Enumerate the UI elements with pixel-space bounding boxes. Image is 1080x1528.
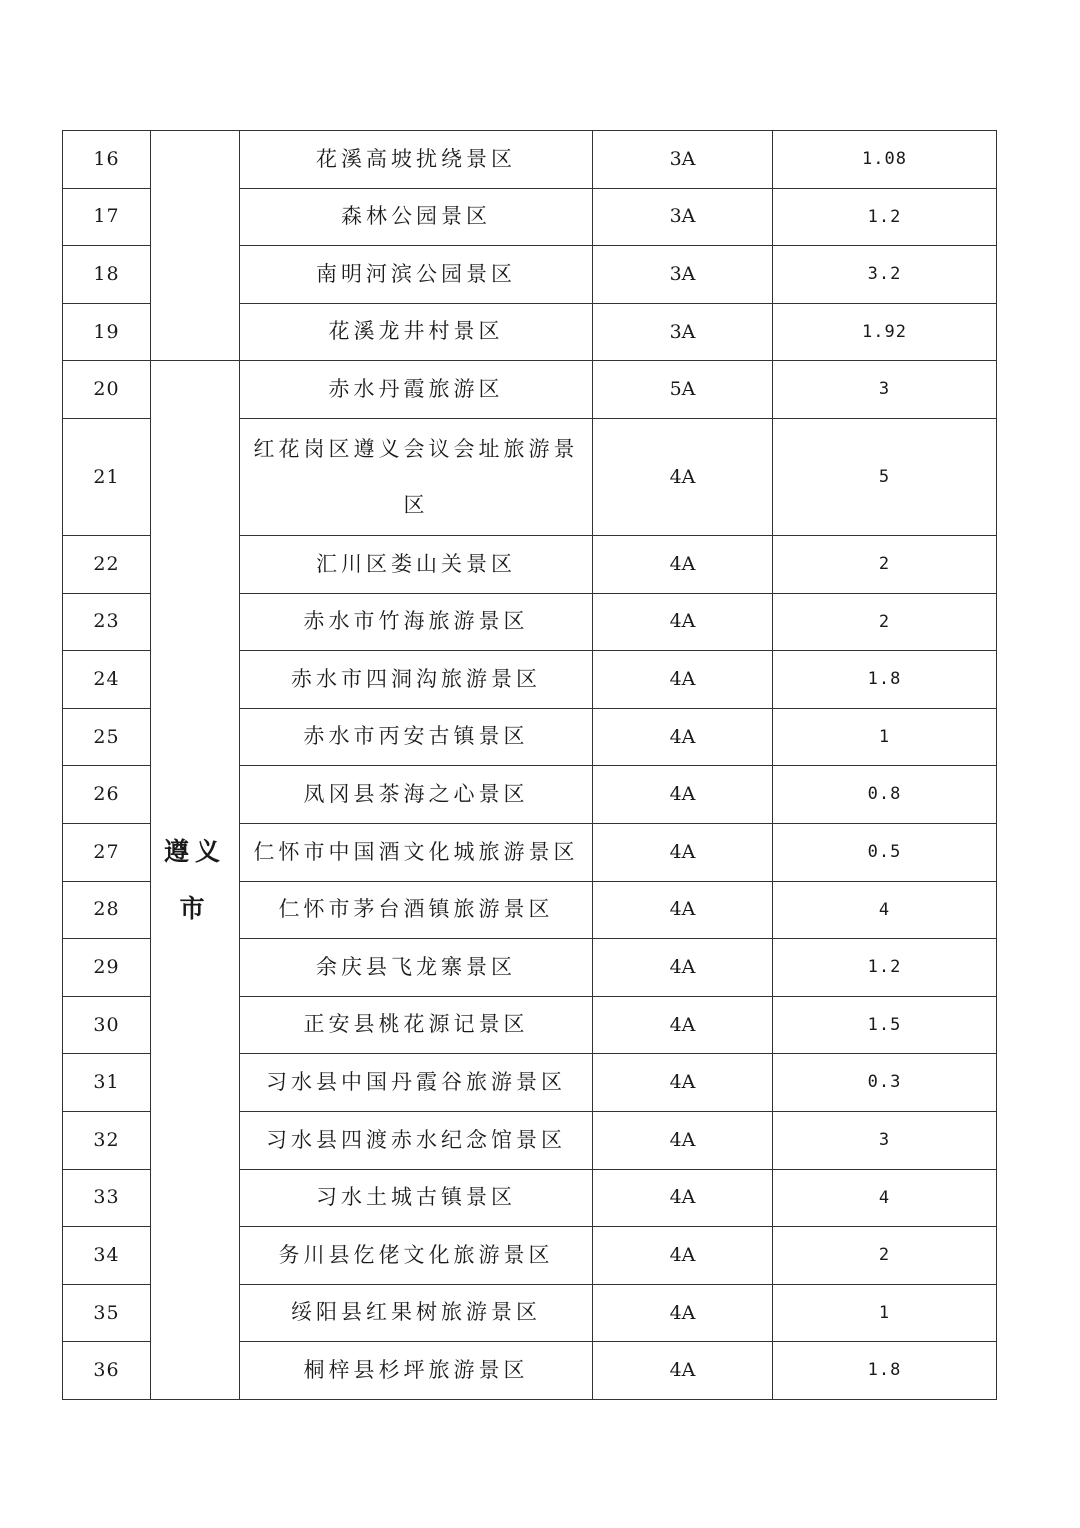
scenic-area-grade: 4A — [593, 1342, 773, 1400]
scenic-area-grade: 4A — [593, 1227, 773, 1285]
scenic-area-grade: 4A — [593, 939, 773, 997]
scenic-area-value: 2 — [773, 1227, 997, 1285]
row-number: 21 — [63, 418, 151, 535]
scenic-area-grade: 3A — [593, 131, 773, 189]
scenic-area-grade: 4A — [593, 1111, 773, 1169]
row-number: 19 — [63, 303, 151, 361]
scenic-area-name: 赤水市四洞沟旅游景区 — [240, 651, 593, 709]
scenic-area-value: 5 — [773, 418, 997, 535]
scenic-area-name: 余庆县飞龙寨景区 — [240, 939, 593, 997]
scenic-area-value: 0.8 — [773, 766, 997, 824]
scenic-area-name: 习水土城古镇景区 — [240, 1169, 593, 1227]
scenic-area-value: 2 — [773, 593, 997, 651]
scenic-area-value: 4 — [773, 881, 997, 939]
scenic-area-value: 1.08 — [773, 131, 997, 189]
row-number: 24 — [63, 651, 151, 709]
scenic-area-grade: 5A — [593, 361, 773, 419]
scenic-area-grade: 4A — [593, 881, 773, 939]
scenic-area-grade: 3A — [593, 188, 773, 246]
scenic-area-name: 花溪高坡扰绕景区 — [240, 131, 593, 189]
scenic-area-value: 3 — [773, 361, 997, 419]
scenic-area-name: 赤水市丙安古镇景区 — [240, 708, 593, 766]
scenic-area-name: 凤冈县茶海之心景区 — [240, 766, 593, 824]
row-number: 30 — [63, 996, 151, 1054]
row-number: 31 — [63, 1054, 151, 1112]
city-cell-guiyang — [151, 131, 240, 361]
scenic-area-value: 4 — [773, 1169, 997, 1227]
row-number: 36 — [63, 1342, 151, 1400]
scenic-area-value: 1 — [773, 708, 997, 766]
scenic-area-value: 1.5 — [773, 996, 997, 1054]
scenic-area-value: 2 — [773, 535, 997, 593]
row-number: 27 — [63, 823, 151, 881]
scenic-area-name: 仁怀市茅台酒镇旅游景区 — [240, 881, 593, 939]
scenic-area-grade: 4A — [593, 1284, 773, 1342]
scenic-area-name: 习水县中国丹霞谷旅游景区 — [240, 1054, 593, 1112]
scenic-area-name: 习水县四渡赤水纪念馆景区 — [240, 1111, 593, 1169]
row-number: 18 — [63, 246, 151, 304]
row-number: 35 — [63, 1284, 151, 1342]
table-row — [63, 131, 997, 189]
row-number: 25 — [63, 708, 151, 766]
scenic-area-name: 桐梓县杉坪旅游景区 — [240, 1342, 593, 1400]
row-number: 29 — [63, 939, 151, 997]
scenic-area-grade: 4A — [593, 766, 773, 824]
city-cell-zunyi: 遵义市 — [151, 361, 240, 1400]
scenic-area-table — [62, 130, 997, 1400]
scenic-area-name: 务川县仡佬文化旅游景区 — [240, 1227, 593, 1285]
scenic-area-grade: 3A — [593, 246, 773, 304]
scenic-area-value: 3.2 — [773, 246, 997, 304]
row-number: 33 — [63, 1169, 151, 1227]
scenic-area-grade: 4A — [593, 651, 773, 709]
scenic-area-name: 赤水丹霞旅游区 — [240, 361, 593, 419]
scenic-area-value: 1 — [773, 1284, 997, 1342]
scenic-area-grade: 4A — [593, 1054, 773, 1112]
scenic-area-grade: 4A — [593, 535, 773, 593]
scenic-area-grade: 4A — [593, 593, 773, 651]
scenic-area-value: 1.92 — [773, 303, 997, 361]
row-number: 23 — [63, 593, 151, 651]
scenic-area-value: 3 — [773, 1111, 997, 1169]
row-number: 28 — [63, 881, 151, 939]
scenic-area-name: 绥阳县红果树旅游景区 — [240, 1284, 593, 1342]
row-number: 26 — [63, 766, 151, 824]
scenic-area-grade: 4A — [593, 996, 773, 1054]
scenic-area-name: 森林公园景区 — [240, 188, 593, 246]
scenic-area-name: 红花岗区遵义会议会址旅游景区 — [240, 418, 593, 535]
scenic-area-grade: 4A — [593, 708, 773, 766]
scenic-area-value: 1.2 — [773, 939, 997, 997]
table-row — [63, 361, 997, 419]
scenic-area-name: 赤水市竹海旅游景区 — [240, 593, 593, 651]
row-number: 22 — [63, 535, 151, 593]
row-number: 32 — [63, 1111, 151, 1169]
scenic-area-name: 花溪龙井村景区 — [240, 303, 593, 361]
scenic-area-grade: 4A — [593, 823, 773, 881]
scenic-area-grade: 4A — [593, 1169, 773, 1227]
row-number: 17 — [63, 188, 151, 246]
scenic-area-grade: 4A — [593, 418, 773, 535]
scenic-area-value: 1.8 — [773, 651, 997, 709]
scenic-area-value: 0.3 — [773, 1054, 997, 1112]
scenic-area-name: 南明河滨公园景区 — [240, 246, 593, 304]
scenic-area-grade: 3A — [593, 303, 773, 361]
scenic-area-value: 1.8 — [773, 1342, 997, 1400]
scenic-area-value: 0.5 — [773, 823, 997, 881]
row-number: 16 — [63, 131, 151, 189]
row-number: 20 — [63, 361, 151, 419]
scenic-area-name: 汇川区娄山关景区 — [240, 535, 593, 593]
scenic-area-value: 1.2 — [773, 188, 997, 246]
scenic-area-name: 正安县桃花源记景区 — [240, 996, 593, 1054]
scenic-area-name: 仁怀市中国酒文化城旅游景区 — [240, 823, 593, 881]
row-number: 34 — [63, 1227, 151, 1285]
